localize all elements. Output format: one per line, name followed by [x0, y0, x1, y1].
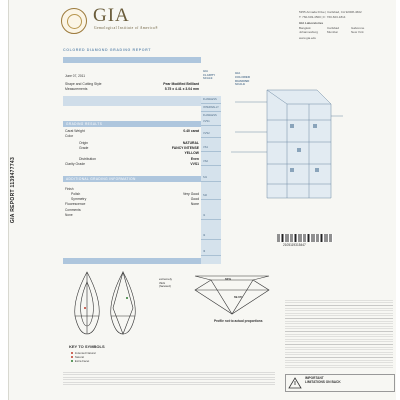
- clarity-head-2: CLARITY: [203, 72, 216, 77]
- clarity-label: Clarity Grade: [65, 162, 85, 166]
- clarity-cell: VS1: [201, 144, 221, 152]
- diamond-plot-diagram: [67, 268, 147, 340]
- additional-info-band: [63, 176, 201, 182]
- lab-gaborone: Gaborone: [351, 25, 365, 30]
- carat-label: Carat Weight: [65, 129, 85, 133]
- fine-print-block: [285, 300, 393, 370]
- clarity-cell: SI2: [201, 192, 221, 200]
- gia-seal-icon: [61, 8, 87, 34]
- shape-value: Pear Modified Brilliant: [163, 82, 199, 86]
- grade-value: FANCY INTENSE: [171, 146, 199, 150]
- color-head-4: SCALE: [235, 82, 246, 87]
- measurements-value: 5.75 x 4.41 x 3.04 mm: [164, 87, 199, 91]
- color-head-3: DIAMOND: [235, 78, 250, 83]
- header-band: [63, 57, 201, 63]
- clarity-cell: VVS2: [201, 130, 221, 138]
- clarity-cell: INTERNALLY FLAWLESS: [201, 104, 221, 112]
- grading-results-title: GRADING RESULTS: [66, 122, 103, 126]
- color-head-2: COLORED: [235, 74, 250, 79]
- clarity-cell: FLAWLESS: [201, 96, 221, 104]
- key-to-symbols-title: KEY TO SYMBOLS: [69, 344, 105, 349]
- key-item-label: Extra Facet: [74, 359, 90, 363]
- profile-note: Profile not to actual proportions: [214, 319, 263, 323]
- clarity-scale: [201, 96, 221, 264]
- comments-value: None: [65, 213, 73, 217]
- website: www.gia.edu: [299, 36, 317, 40]
- clarity-cell: I1: [201, 212, 221, 220]
- address-line-2: T: 760-603-4500 | F: 760-603-1814: [299, 14, 346, 19]
- shape-label: Shape and Cutting Style: [65, 82, 102, 86]
- measurements-label: Measurements: [65, 87, 88, 91]
- grading-results-band: [63, 121, 201, 127]
- clarity-cell: I2: [201, 232, 221, 240]
- report-paper: [8, 0, 396, 400]
- distribution-label: Distribution: [79, 157, 96, 161]
- limitations-title: [305, 376, 341, 384]
- brand-logo: GIA: [93, 5, 130, 26]
- report-number-vertical: GIA REPORT 1139477743: [10, 156, 16, 224]
- girdle-note-3: (faceted): [159, 284, 171, 289]
- fluorescence-label: Fluorescence: [65, 202, 86, 206]
- limitations-title-1: IMPORTANT: [305, 376, 324, 380]
- clarity-cell: VS2: [201, 158, 221, 166]
- key-item: [71, 359, 89, 363]
- lab-bangkok: Bangkok: [299, 25, 311, 30]
- polish-label: Polish: [71, 192, 81, 196]
- lower-band: [63, 258, 201, 264]
- barcode: [277, 234, 333, 242]
- grade-color-value: YELLOW: [184, 151, 199, 155]
- origin-value: NATURAL: [182, 141, 199, 145]
- address-line-1: 5355 Armada Drive | Carlsbad, CA 92008-4602: [299, 10, 362, 14]
- origin-label: Origin: [79, 141, 89, 145]
- color-scale-diagram: [227, 80, 347, 210]
- symmetry-value: Good: [190, 197, 199, 201]
- key-item-label: Indented Natural: [74, 351, 96, 355]
- spacer-band: [63, 96, 201, 106]
- report-title: COLORED DIAMOND GRADING REPORT: [63, 48, 152, 52]
- lab-new-york: New York: [351, 30, 364, 34]
- proportions-profile-diagram: [187, 272, 277, 318]
- brand-subtitle: Gemological Institute of America®: [94, 26, 159, 30]
- polish-value: Very Good: [182, 192, 199, 196]
- clarity-scale-heading: [203, 70, 215, 81]
- lab-carlsbad: Carlsbad: [327, 25, 340, 30]
- fine-print-footer: [63, 372, 275, 386]
- lab-mumbai: Mumbai: [327, 30, 338, 34]
- report-date: June 07, 2011: [65, 74, 85, 78]
- girdle-note-1: extremely: [159, 277, 173, 281]
- limitations-title-2: LIMITATIONS ON BACK: [305, 380, 341, 384]
- lab-johannesburg: Johannesburg: [299, 30, 319, 34]
- fluorescence-value: None: [190, 202, 199, 206]
- carat-value: 0.40 carat: [183, 129, 199, 133]
- side-report-number: [7, 0, 19, 400]
- labs-title: GIA Laboratories: [299, 21, 324, 25]
- finish-label: Finish: [65, 187, 74, 191]
- symmetry-label: Symmetry: [71, 197, 87, 201]
- barcode-number: 2105119315447: [283, 243, 306, 247]
- warning-triangle-icon: [288, 377, 302, 389]
- table-percentage: 62%: [225, 277, 232, 281]
- color-head-1: GIA: [235, 71, 241, 75]
- clarity-cell: SI1: [201, 174, 221, 182]
- clarity-head-3: SCALE: [203, 76, 213, 81]
- grade-label: Grade: [79, 146, 89, 150]
- key-item-label: Natural: [74, 355, 84, 359]
- girdle-note-2: thick: [159, 280, 166, 285]
- clarity-cell: VVS1: [201, 118, 221, 126]
- distribution-value: Even: [190, 157, 199, 161]
- depth-percentage: 69.0%: [234, 295, 243, 299]
- girdle-note: [159, 278, 172, 289]
- comments-label: Comments:: [65, 208, 82, 212]
- clarity-value: VVS1: [190, 162, 199, 166]
- additional-info-title: ADDITIONAL GRADING INFORMATION: [66, 177, 136, 181]
- clarity-cell: I3: [201, 248, 221, 256]
- color-label: Color: [65, 134, 74, 138]
- green-dot-icon: [71, 360, 73, 362]
- clarity-head-1: GIA: [203, 69, 208, 73]
